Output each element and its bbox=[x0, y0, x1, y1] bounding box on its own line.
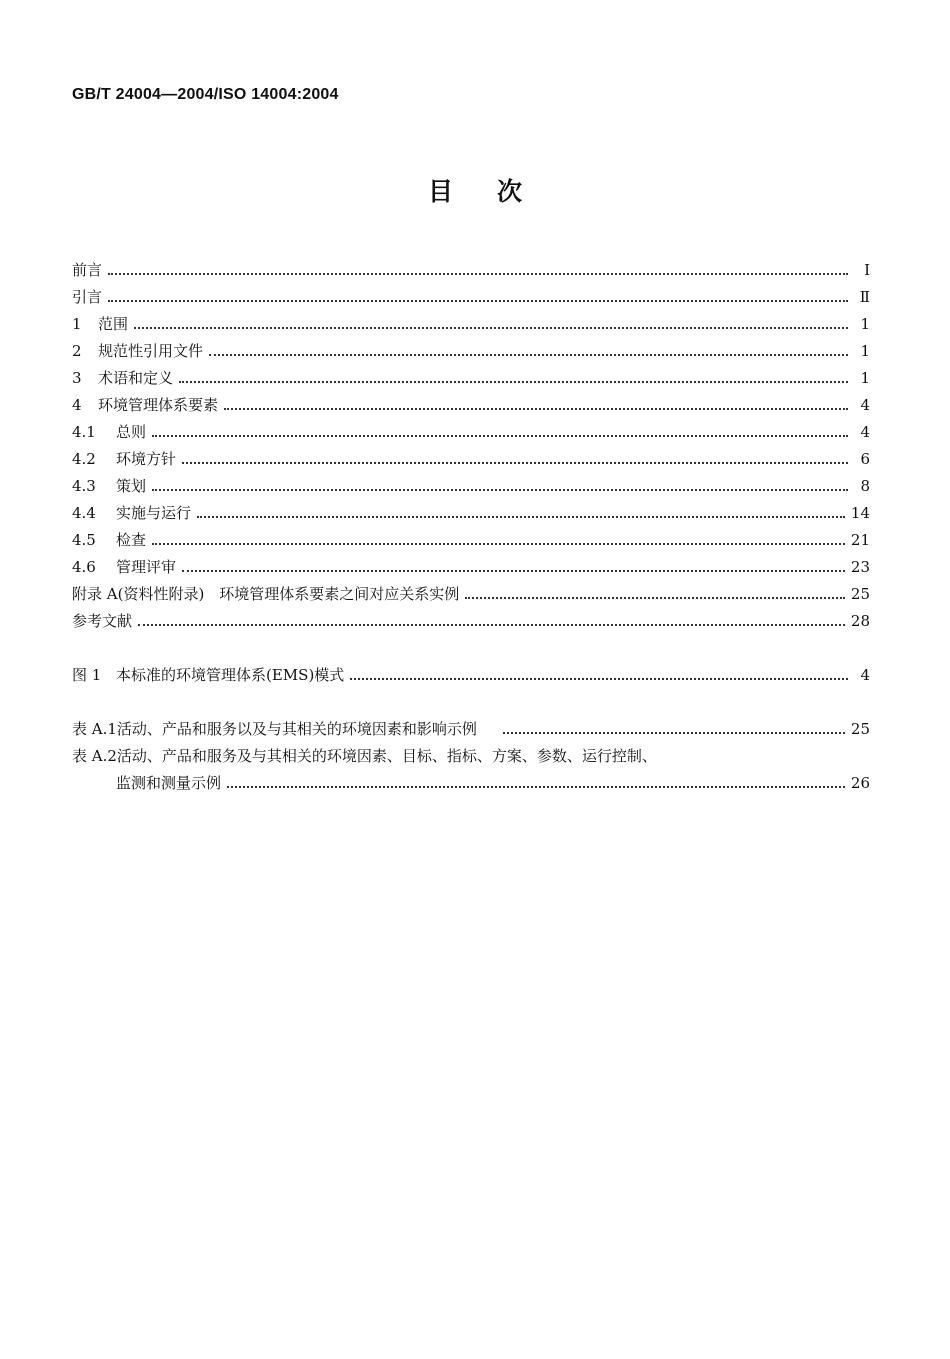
dot-leader bbox=[152, 542, 845, 545]
dot-leader bbox=[197, 515, 845, 518]
toc-entry-page: 4 bbox=[860, 423, 870, 441]
dot-leader bbox=[179, 380, 848, 383]
dot-leader bbox=[134, 326, 848, 329]
table-entry-number: 表 A.2 bbox=[72, 747, 117, 765]
dot-leader bbox=[503, 731, 845, 734]
toc-entry-number: 4.6 bbox=[72, 558, 96, 576]
toc-entry-page: Ⅱ bbox=[859, 288, 870, 306]
dot-leader bbox=[138, 623, 845, 626]
dot-leader bbox=[152, 488, 848, 491]
toc-entry-number: 1 bbox=[72, 315, 82, 333]
dot-leader bbox=[182, 461, 848, 464]
figure-entry-label: 本标准的环境管理体系(EMS)模式 bbox=[116, 666, 345, 684]
toc-entry-label: 管理评审 bbox=[116, 558, 177, 576]
toc-entry-label: 总则 bbox=[116, 423, 147, 441]
dot-leader bbox=[465, 596, 845, 599]
figure-entry[interactable] bbox=[72, 663, 870, 687]
toc-entry-number: 3 bbox=[72, 369, 82, 387]
toc-entry-label: 术语和定义 bbox=[98, 369, 174, 387]
toc-entry-number: 4 bbox=[72, 396, 82, 414]
dot-leader bbox=[152, 434, 848, 437]
table-entry-page: 25 bbox=[850, 720, 870, 738]
toc-entry-number: 4.5 bbox=[72, 531, 96, 549]
toc-entry[interactable] bbox=[72, 393, 870, 417]
toc-entry-page: 4 bbox=[860, 396, 870, 414]
toc-entry-page: Ⅰ bbox=[864, 261, 870, 279]
toc-entry-page: 14 bbox=[850, 504, 870, 522]
table-entry-number: 表 A.1 bbox=[72, 720, 117, 738]
table-entry-page: 26 bbox=[850, 774, 870, 792]
toc-entry-page: 1 bbox=[860, 342, 870, 360]
toc-entry[interactable] bbox=[72, 474, 870, 498]
toc-entry-page: 1 bbox=[860, 369, 870, 387]
dot-leader bbox=[108, 272, 848, 275]
table-entry-label-continued: 监测和测量示例 bbox=[116, 774, 222, 792]
toc-entry-page: 23 bbox=[850, 558, 870, 576]
toc-entry-number: 4.3 bbox=[72, 477, 96, 495]
toc-entry[interactable] bbox=[72, 420, 870, 444]
dot-leader bbox=[182, 569, 845, 572]
dot-leader bbox=[227, 785, 845, 788]
toc-entry-page: 8 bbox=[860, 477, 870, 495]
toc-entry[interactable] bbox=[72, 501, 870, 525]
table-entry-first-line[interactable] bbox=[72, 744, 657, 768]
dot-leader bbox=[108, 299, 848, 302]
toc-entry-label: 环境方针 bbox=[116, 450, 177, 468]
figure-entry-number: 图 1 bbox=[72, 666, 102, 684]
table-entry-label: 活动、产品和服务及与其相关的环境因素、目标、指标、方案、参数、运行控制、 bbox=[116, 747, 657, 765]
toc-entry[interactable] bbox=[72, 312, 870, 336]
toc-entry-number: 4.4 bbox=[72, 504, 96, 522]
toc-entry-page: 28 bbox=[850, 612, 870, 630]
toc-entry-label: 前言 bbox=[72, 261, 103, 279]
toc-entry-label: 实施与运行 bbox=[116, 504, 192, 522]
toc-entry-number: 4.1 bbox=[72, 423, 96, 441]
dot-leader bbox=[350, 677, 848, 680]
toc-entry-label: 引言 bbox=[72, 288, 103, 306]
table-entry-continuation[interactable] bbox=[116, 771, 870, 795]
toc-entry-number: 2 bbox=[72, 342, 82, 360]
toc-entry[interactable] bbox=[72, 609, 870, 633]
toc-entry-label: 附录 A(资料性附录) 环境管理体系要素之间对应关系实例 bbox=[72, 585, 460, 603]
toc-entry-page: 25 bbox=[850, 585, 870, 603]
document-code-header: GB/T 24004—2004/ISO 14004:2004 bbox=[72, 86, 339, 103]
dot-leader bbox=[209, 353, 848, 356]
toc-entry-page: 6 bbox=[860, 450, 870, 468]
toc-entry-label: 范围 bbox=[98, 315, 129, 333]
toc-entry-label: 策划 bbox=[116, 477, 147, 495]
figure-entry-page: 4 bbox=[860, 666, 870, 684]
toc-entry-label: 参考文献 bbox=[72, 612, 133, 630]
dot-leader bbox=[224, 407, 848, 410]
table-entry[interactable] bbox=[72, 717, 870, 741]
toc-entry-page: 1 bbox=[860, 315, 870, 333]
table-entry-label: 活动、产品和服务以及与其相关的环境因素和影响示例 bbox=[116, 720, 477, 738]
toc-entry[interactable] bbox=[72, 447, 870, 471]
toc-entry[interactable] bbox=[72, 285, 870, 309]
toc-entry[interactable] bbox=[72, 366, 870, 390]
toc-entry-page: 21 bbox=[850, 531, 870, 549]
page-title: 目次 bbox=[427, 177, 566, 206]
toc-entry[interactable] bbox=[72, 582, 870, 606]
toc-entry-label: 检查 bbox=[116, 531, 147, 549]
toc-entry-label: 规范性引用文件 bbox=[98, 342, 204, 360]
toc-entry[interactable] bbox=[72, 339, 870, 363]
toc-entry-number: 4.2 bbox=[72, 450, 96, 468]
toc-entry[interactable] bbox=[72, 555, 870, 579]
toc-entry-label: 环境管理体系要素 bbox=[98, 396, 219, 414]
toc-entry[interactable] bbox=[72, 258, 870, 282]
toc-entry[interactable] bbox=[72, 528, 870, 552]
